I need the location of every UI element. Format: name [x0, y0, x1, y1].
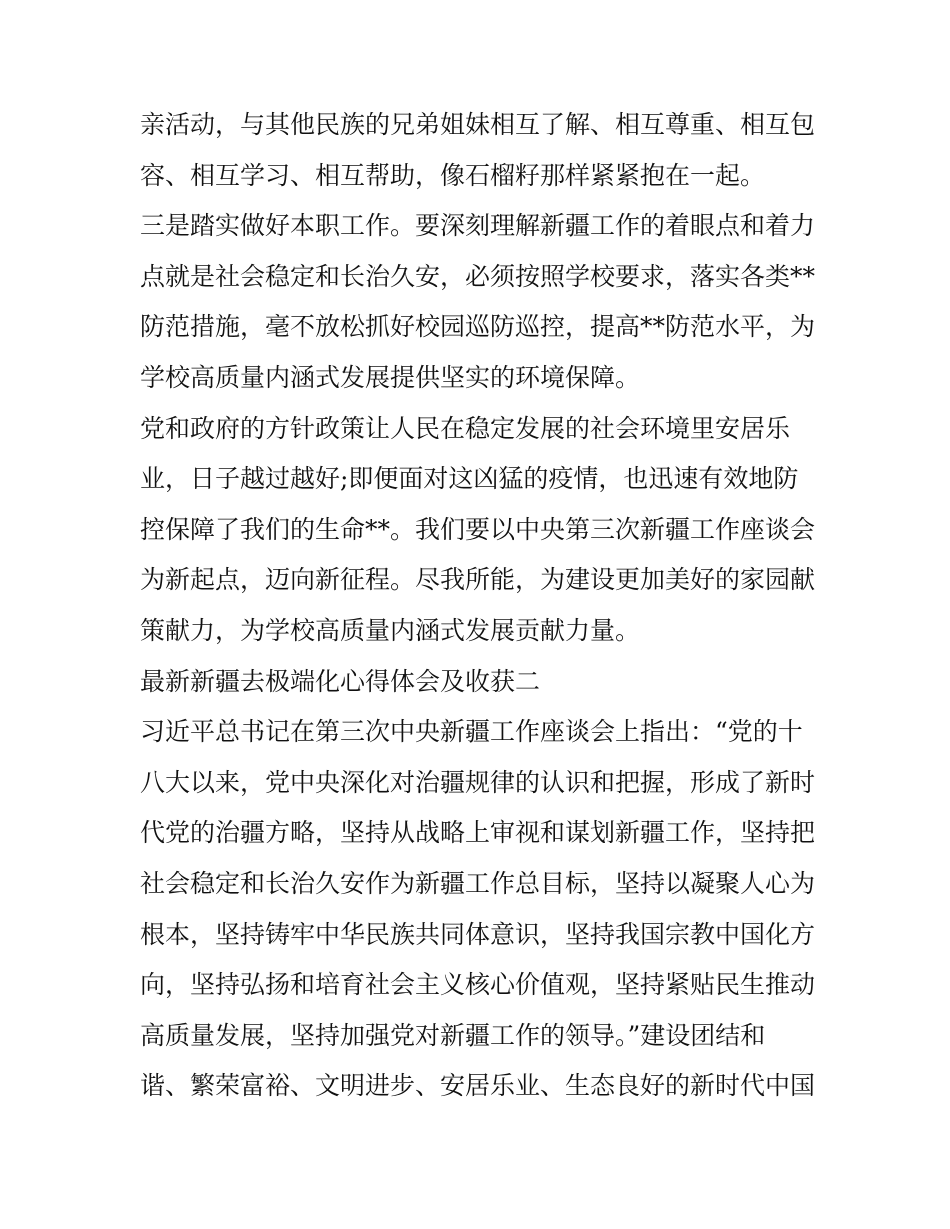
text-line: 业，日子越过越好;即便面对这凶猛的疫情，也迅速有效地防	[140, 464, 799, 494]
text-line: 社会稳定和长治久安作为新疆工作总目标，坚持以凝聚人心为	[140, 868, 816, 898]
text-line: 代党的治疆方略，坚持从战略上审视和谋划新疆工作，坚持把	[140, 818, 816, 848]
text-line: 党和政府的方针政策让人民在稳定发展的社会环境里安居乐	[140, 413, 791, 443]
text-line: 防范措施，毫不放松抓好校园巡防巡控，提高**防范水平，为	[140, 312, 816, 342]
text-line: 向，坚持弘扬和培育社会主义核心价值观，坚持紧贴民生推动	[140, 970, 816, 1000]
text-line: 八大以来，党中央深化对治疆规律的认识和把握，形成了新时	[140, 767, 816, 797]
text-line: 谐、繁荣富裕、文明进步、安居乐业、生态良好的新时代中国	[140, 1071, 816, 1101]
text-line: 为新起点，迈向新征程。尽我所能，为建设更加美好的家园献	[140, 565, 816, 595]
text-line: 控保障了我们的生命**。我们要以中央第三次新疆工作座谈会	[140, 514, 816, 544]
section-heading: 最新新疆去极端化心得体会及收获二	[140, 666, 541, 696]
text-line: 高质量发展，坚持加强党对新疆工作的领导。”建设团结和	[140, 1020, 766, 1050]
text-line: 点就是社会稳定和长治久安，必须按照学校要求，落实各类**	[140, 261, 816, 291]
text-line: 学校高质量内涵式发展提供坚实的环境保障。	[140, 362, 641, 392]
text-line: 根本，坚持铸牢中华民族共同体意识，坚持我国宗教中国化方	[140, 919, 816, 949]
text-line: 策献力，为学校高质量内涵式发展贡献力量。	[140, 615, 641, 645]
text-line: 容、相互学习、相互帮助，像石榴籽那样紧紧抱在一起。	[140, 160, 766, 190]
text-line: 习近平总书记在第三次中央新疆工作座谈会上指出：“党的十	[140, 717, 803, 747]
text-line: 亲活动，与其他民族的兄弟姐妹相互了解、相互尊重、相互包	[140, 110, 816, 139]
text-line: 三是踏实做好本职工作。要深刻理解新疆工作的着眼点和着力	[140, 211, 816, 241]
document-body	[140, 100, 820, 1112]
